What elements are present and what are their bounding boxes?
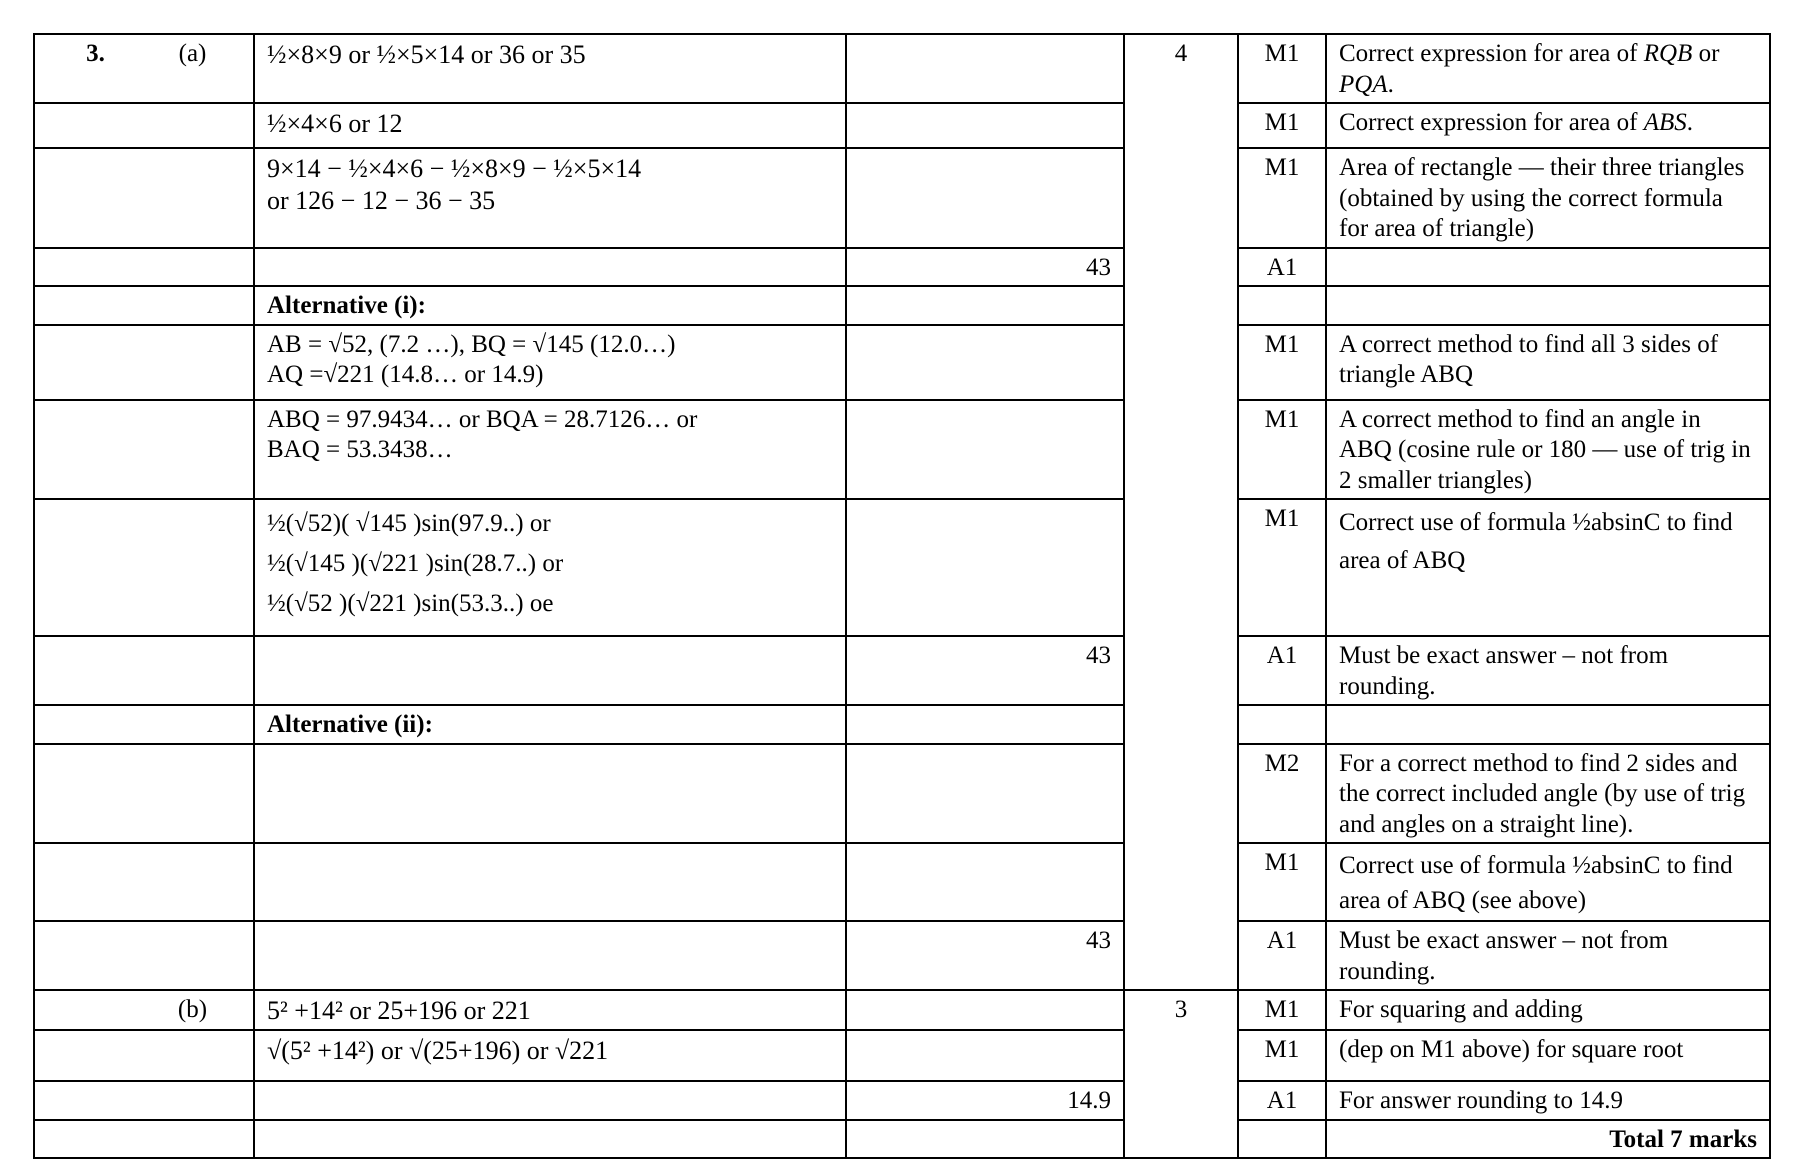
working-text: ABQ = 97.9434… or BQA = 28.7126… or [267, 405, 698, 433]
guidance-text: For answer rounding to 14.9 [1339, 1087, 1623, 1114]
working-text: BAQ = 53.3438… [267, 436, 453, 463]
mark-code-cell [1238, 705, 1326, 744]
guidance-text: A correct method to find an angle in ABQ (cosine rule or 180 — use of trig in 2 smaller triangles) [1339, 405, 1751, 494]
answer-cell [846, 148, 1124, 248]
mark-code-cell [1238, 843, 1326, 921]
answer-cell [846, 499, 1124, 636]
guidance-text: area of ABQ (see above) [1339, 887, 1587, 914]
answer-value: 43 [1086, 253, 1111, 281]
working-cell [254, 248, 846, 287]
table-row [34, 248, 1770, 287]
answer-cell [846, 921, 1124, 990]
table-row [34, 148, 1770, 248]
mark-code-cell [1238, 34, 1326, 103]
mark-code: M2 [1264, 749, 1300, 777]
working-text: 9×14 − ½×4×6 − ½×8×9 − ½×5×14 [267, 154, 642, 183]
guidance-text: Correct expression for area of RQB or PQA. [1339, 40, 1720, 98]
question-number: 3. [86, 40, 105, 67]
part-label-b: (b) [177, 996, 208, 1023]
working-cell [254, 843, 846, 921]
mark-code-cell [1238, 103, 1326, 148]
guidance-cell [1326, 636, 1770, 705]
answer-value: 43 [1086, 642, 1111, 669]
mark-code-cell [1238, 636, 1326, 705]
mark-code: M1 [1264, 1036, 1300, 1063]
guidance-cell [1326, 34, 1770, 103]
alternative-heading: Alternative (ii): [267, 711, 433, 738]
question-cell [34, 1081, 254, 1120]
working-cell [254, 148, 846, 248]
working-cell [254, 744, 846, 844]
mark-code-cell [1238, 499, 1326, 636]
question-cell [34, 921, 254, 990]
mark-code-cell [1238, 400, 1326, 500]
table-row [34, 499, 1770, 636]
guidance-cell [1326, 400, 1770, 500]
total-cell [1326, 1120, 1770, 1159]
table-row [34, 34, 1770, 103]
answer-cell [846, 843, 1124, 921]
answer-cell [846, 705, 1124, 744]
table-row [34, 103, 1770, 148]
question-cell [34, 990, 254, 1030]
guidance-cell [1326, 103, 1770, 148]
working-cell [254, 34, 846, 103]
table-row [34, 1081, 1770, 1120]
working-cell [254, 1120, 846, 1159]
mark-code: M1 [1264, 109, 1300, 136]
question-cell [34, 636, 254, 705]
mark-code-cell [1238, 744, 1326, 844]
answer-cell [846, 286, 1124, 325]
working-cell [254, 921, 846, 990]
table-row [34, 990, 1770, 1030]
guidance-cell [1326, 1030, 1770, 1081]
guidance-cell [1326, 1081, 1770, 1120]
mark-code: M1 [1264, 40, 1300, 67]
mark-code-cell [1238, 248, 1326, 287]
question-cell [34, 148, 254, 248]
working-text: ½×4×6 or 12 [267, 109, 403, 138]
guidance-text: Correct use of formula ½absinC to find [1339, 852, 1733, 879]
working-text: 5² +14² or 25+196 or 221 [267, 996, 531, 1025]
answer-cell [846, 744, 1124, 844]
mark-scheme [33, 33, 1771, 1159]
working-text: or 126 − 12 − 36 − 35 [267, 185, 496, 215]
answer-cell [846, 1030, 1124, 1081]
question-cell [34, 744, 254, 844]
table-row [34, 921, 1770, 990]
answer-cell [846, 1081, 1124, 1120]
question-cell [34, 34, 254, 103]
working-text: √(5² +14²) or √(25+196) or √221 [267, 1036, 609, 1065]
mark-code: A1 [1266, 253, 1298, 281]
working-cell [254, 1081, 846, 1120]
mark-scheme-table [33, 33, 1771, 1159]
guidance-cell [1326, 921, 1770, 990]
guidance-cell [1326, 744, 1770, 844]
table-row [34, 286, 1770, 325]
working-cell [254, 286, 846, 325]
mark-code-cell [1238, 148, 1326, 248]
answer-cell [846, 1120, 1124, 1159]
alternative-heading: Alternative (i): [267, 292, 426, 319]
working-text: ½(√52 )(√221 )sin(53.3..) oe [267, 590, 554, 617]
mark-code-cell [1238, 1120, 1326, 1159]
mark-code: M1 [1264, 505, 1300, 532]
guidance-cell [1326, 248, 1770, 287]
mark-code: M1 [1264, 849, 1300, 876]
table-row [34, 400, 1770, 500]
answer-cell [846, 400, 1124, 500]
question-cell [34, 286, 254, 325]
working-cell [254, 1030, 846, 1081]
part-label-a: (a) [178, 40, 207, 67]
guidance-text: Correct expression for area of ABS. [1339, 109, 1694, 136]
marks-cell-b [1124, 990, 1238, 1158]
answer-cell [846, 636, 1124, 705]
guidance-text: For a correct method to find 2 sides and the correct included angle (by use of trig and angles on a straight line). [1339, 749, 1746, 838]
answer-value: 14.9 [1067, 1087, 1111, 1114]
marks-value: 3 [1174, 996, 1188, 1023]
marks-cell-a [1124, 34, 1238, 990]
answer-cell [846, 248, 1124, 287]
working-cell [254, 103, 846, 148]
guidance-text: (dep on M1 above) for square root [1339, 1036, 1684, 1063]
guidance-cell [1326, 990, 1770, 1030]
mark-code-cell [1238, 921, 1326, 990]
table-row [34, 636, 1770, 705]
guidance-cell [1326, 286, 1770, 325]
guidance-text: For squaring and adding [1339, 996, 1583, 1023]
total-marks: Total 7 marks [1609, 1125, 1757, 1153]
guidance-text: area of ABQ [1339, 546, 1466, 574]
mark-code-cell [1238, 1030, 1326, 1081]
guidance-cell [1326, 499, 1770, 636]
marks-value: 4 [1174, 40, 1188, 67]
question-cell [34, 843, 254, 921]
table-row [34, 843, 1770, 921]
table-row [34, 1120, 1770, 1159]
working-cell [254, 400, 846, 500]
guidance-text: Must be exact answer – not from rounding. [1339, 927, 1669, 985]
table-row [34, 1030, 1770, 1081]
working-cell [254, 636, 846, 705]
answer-value: 43 [1086, 927, 1111, 954]
question-cell [34, 1120, 254, 1159]
answer-cell [846, 103, 1124, 148]
table-row [34, 325, 1770, 400]
working-text: ½×8×9 or ½×5×14 or 36 or 35 [267, 40, 586, 69]
mark-code: M1 [1264, 405, 1300, 433]
table-row [34, 744, 1770, 844]
question-cell [34, 248, 254, 287]
mark-code-cell [1238, 990, 1326, 1030]
guidance-text: A correct method to find all 3 sides of triangle ABQ [1339, 330, 1719, 388]
working-cell [254, 325, 846, 400]
mark-code: M1 [1264, 996, 1300, 1023]
working-cell [254, 499, 846, 636]
table-row [34, 705, 1770, 744]
question-cell [34, 325, 254, 400]
mark-code: A1 [1266, 927, 1298, 954]
answer-cell [846, 34, 1124, 103]
mark-code-cell [1238, 325, 1326, 400]
answer-cell [846, 990, 1124, 1030]
guidance-cell [1326, 148, 1770, 248]
answer-cell [846, 325, 1124, 400]
mark-code-cell [1238, 1081, 1326, 1120]
mark-code: A1 [1266, 1087, 1298, 1114]
working-cell [254, 705, 846, 744]
question-cell [34, 400, 254, 500]
mark-code-cell [1238, 286, 1326, 325]
mark-code: M1 [1264, 330, 1300, 358]
mark-code: A1 [1266, 642, 1298, 669]
question-cell [34, 499, 254, 636]
working-text: ½(√52)( √145 )sin(97.9..) or [267, 510, 551, 537]
question-cell [34, 1030, 254, 1081]
question-cell [34, 705, 254, 744]
question-cell [34, 103, 254, 148]
mark-code: M1 [1264, 154, 1300, 181]
guidance-cell [1326, 325, 1770, 400]
working-text: AQ =√221 (14.8… or 14.9) [267, 361, 544, 388]
guidance-text: Correct use of formula ½absinC to find [1339, 509, 1733, 536]
working-text: AB = √52, (7.2 …), BQ = √145 (12.0…) [267, 330, 676, 358]
working-text: ½(√145 )(√221 )sin(28.7..) or [267, 550, 564, 577]
guidance-text: Area of rectangle — their three triangles (obtained by using the correct formula for area of triangle) [1339, 154, 1745, 242]
guidance-cell [1326, 705, 1770, 744]
guidance-text: Must be exact answer – not from rounding. [1339, 642, 1669, 700]
guidance-cell [1326, 843, 1770, 921]
working-cell [254, 990, 846, 1030]
